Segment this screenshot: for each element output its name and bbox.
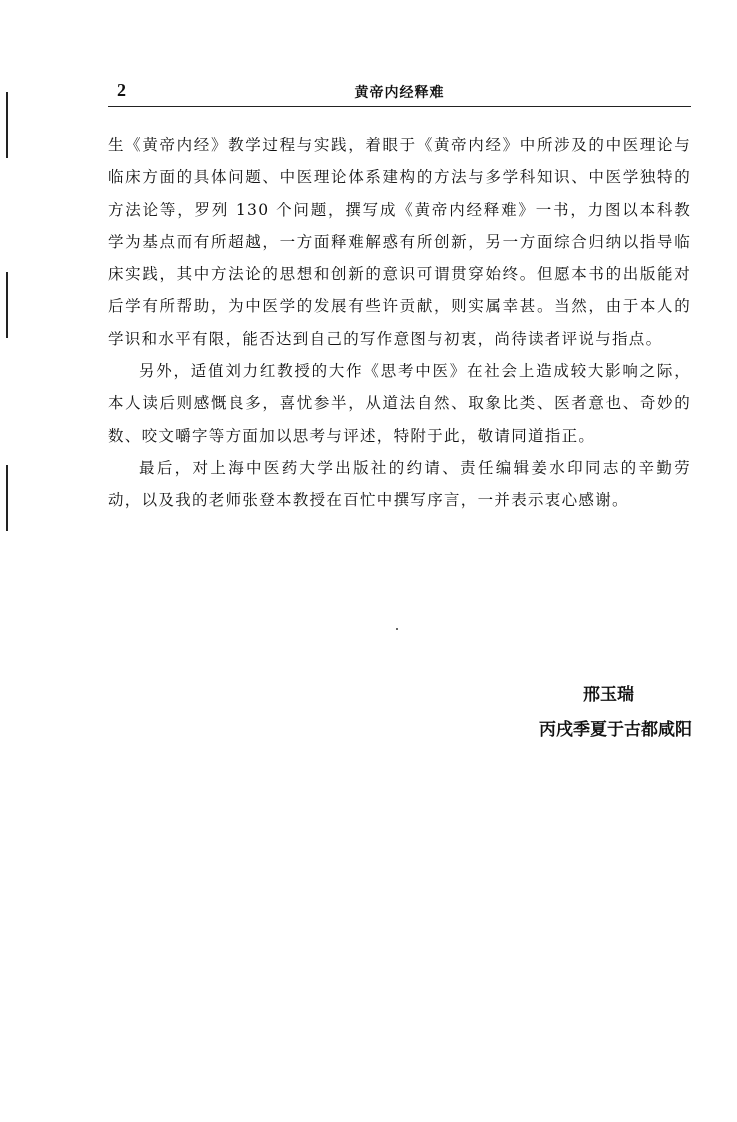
- running-head: [108, 80, 691, 108]
- signature-block: [539, 678, 692, 748]
- scan-speck: [396, 628, 398, 630]
- paragraph: 最后，对上海中医药大学出版社的约请、责任编辑姜水印同志的辛勤劳动，以及我的老师张登本教授在百忙中撰写序言，一并表示衷心感谢。: [108, 458, 691, 510]
- header-rule: [108, 106, 691, 107]
- body-text: [108, 129, 691, 517]
- author-name: 邢玉瑞: [583, 685, 634, 705]
- book-title: 黄帝内经释难: [354, 85, 445, 101]
- paragraph: 生《黄帝内经》教学过程与实践，着眼于《黄帝内经》中所涉及的中医理论与临床方面的具体问题、中医理论体系建构的方法与多学科知识、中医学独特的方法论等，罗列 130 个问题，撰写成《黄帝内经释难》一书，力图以本科教学为基点而有所超越，一方面释难解惑有所创新，另一方面综合归纳以指导临床实践，其中方法论的思想和创新的意识可谓贯穿始终。但愿本书的出版能对后学有所帮助，为中医学的发展有些许贡献，则实属幸甚。当然，由于本人的学识和水平有限，能否达到自己的写作意图与初衷，尚待读者评说与指点。: [108, 136, 691, 348]
- scan-edge-mark: [6, 92, 8, 158]
- scan-edge-mark: [6, 272, 8, 338]
- page-number: 2: [117, 80, 126, 100]
- paragraph: 另外，适值刘力红教授的大作《思考中医》在社会上造成较大影响之际，本人读后则感慨良多，喜忧参半，从道法自然、取象比类、医者意也、奇妙的数、咬文嚼字等方面加以思考与评述，特附于此，敬请同道指正。: [108, 362, 691, 445]
- date-place: 丙戌季夏于古都咸阳: [539, 720, 692, 740]
- scan-edge-mark: [6, 465, 8, 531]
